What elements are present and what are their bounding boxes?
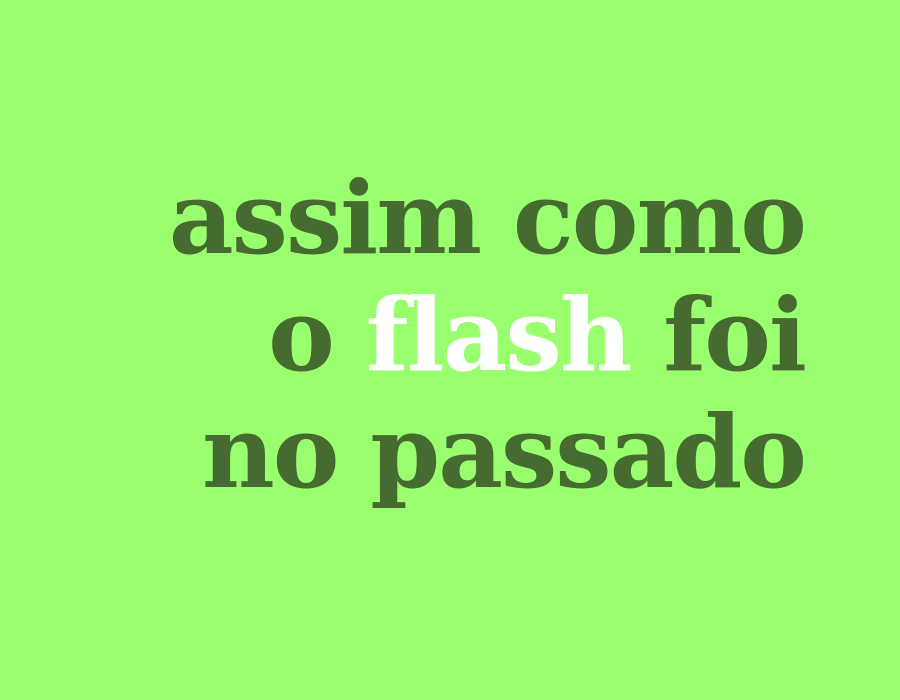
quote-text (85, 160, 805, 511)
quote-line-3: no passado (202, 393, 805, 511)
highlight-word: flash (365, 276, 631, 394)
quote-line-2 (85, 277, 805, 394)
quote-line-2-prefix: o (268, 276, 366, 394)
quote-line-2-suffix: foi (630, 276, 805, 394)
quote-line-1: assim como (168, 159, 805, 277)
